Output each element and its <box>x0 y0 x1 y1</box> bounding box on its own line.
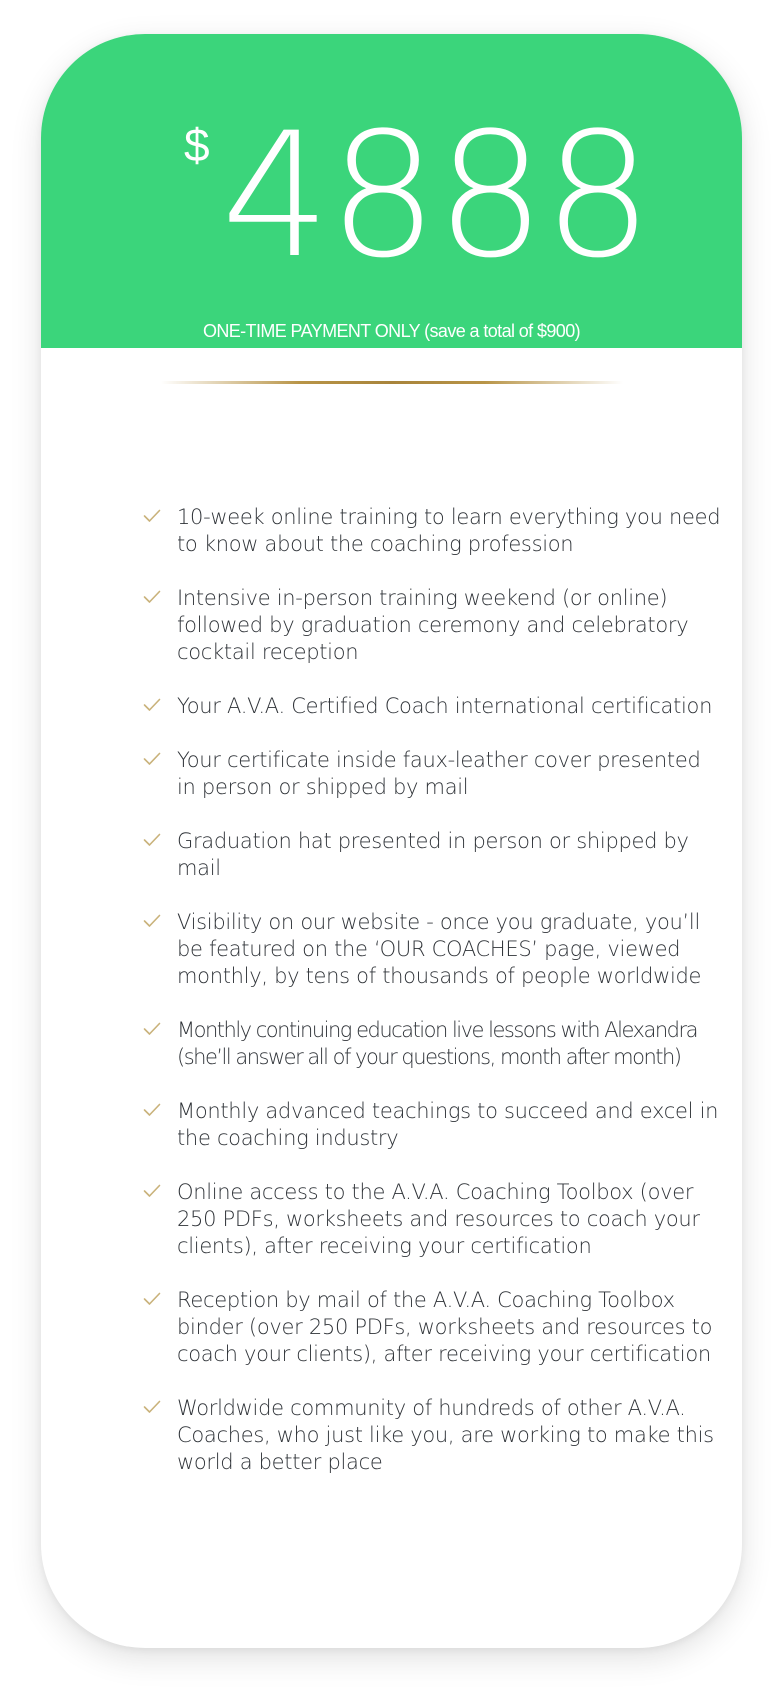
feature-text: Reception by mail of the A.V.A. Coaching Toolbox binder (over 250 PDFs, worksheets and resources to coach your clients), after receiving your certification <box>177 1288 713 1366</box>
feature-item <box>101 828 721 882</box>
feature-text: Intensive in-person training weekend (or online) followed by graduation ceremony and celebratory cocktail reception <box>177 586 689 664</box>
price-header <box>41 34 742 348</box>
feature-item <box>101 1098 721 1152</box>
feature-list <box>101 504 721 1503</box>
check-icon <box>143 1022 161 1036</box>
check-icon <box>143 914 161 928</box>
check-icon <box>143 833 161 847</box>
feature-item <box>101 585 721 666</box>
feature-text: Your A.V.A. Certified Coach international certification <box>177 694 713 718</box>
feature-item <box>101 1287 721 1368</box>
check-icon <box>143 1292 161 1306</box>
feature-item <box>101 1179 721 1260</box>
feature-item <box>101 693 721 720</box>
price-amount: 4888 <box>221 95 651 296</box>
feature-item <box>101 1395 721 1476</box>
check-icon <box>143 1103 161 1117</box>
check-icon <box>143 752 161 766</box>
check-icon <box>143 1400 161 1414</box>
feature-text: Graduation hat presented in person or shipped by mail <box>177 829 689 880</box>
check-icon <box>143 590 161 604</box>
feature-item <box>101 747 721 801</box>
pricing-card <box>41 34 742 1648</box>
feature-text: Monthly advanced teachings to succeed and excel in the coaching industry <box>177 1099 719 1150</box>
check-icon <box>143 1184 161 1198</box>
feature-text: Your certificate inside faux-leather cover presented in person or shipped by mail <box>177 748 701 799</box>
feature-text: Visibility on our website - once you graduate, you’ll be featured on the ‘OUR COACHES’ page, viewed monthly, by tens of thousands of people worldwide <box>177 910 702 988</box>
feature-text: Monthly continuing education live lessons with Alexandra (she’ll answer all of your questions, month after month) <box>177 1018 697 1069</box>
feature-item <box>101 504 721 558</box>
feature-text: 10-week online training to learn everything you need to know about the coaching profession <box>177 505 721 556</box>
feature-item <box>101 909 721 990</box>
currency-symbol: $ <box>184 119 210 171</box>
check-icon <box>143 509 161 523</box>
feature-item <box>101 1017 721 1071</box>
check-icon <box>143 698 161 712</box>
gold-divider <box>161 381 623 384</box>
feature-text: Worldwide community of hundreds of other A.V.A. Coaches, who just like you, are working to make this world a better place <box>177 1396 714 1474</box>
feature-text: Online access to the A.V.A. Coaching Toolbox (over 250 PDFs, worksheets and resources to coach your clients), after receiving your certification <box>177 1180 700 1258</box>
payment-note: ONE-TIME PAYMENT ONLY (save a total of $900) <box>202 321 581 341</box>
